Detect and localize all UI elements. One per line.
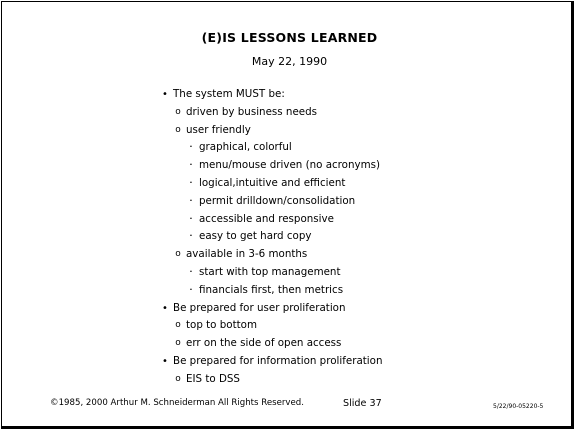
bullet-item — [160, 371, 490, 389]
bullet-item — [160, 353, 490, 371]
document-code: 5/22/90-05220-5 — [493, 403, 544, 410]
bullet-text: Be prepared for information proliferation — [173, 354, 383, 367]
bullet-text: start with top management — [199, 265, 341, 278]
bullet-text: Be prepared for user proliferation — [173, 301, 346, 314]
bullet-marker-level3: · — [189, 196, 193, 205]
bullet-marker-level3: · — [189, 143, 193, 152]
bullet-marker-level2: o — [175, 124, 181, 135]
bullet-text: menu/mouse driven (no acronyms) — [199, 159, 380, 172]
bullet-marker-level1: • — [162, 302, 168, 314]
slide-date: May 22, 1990 — [251, 55, 328, 68]
bullet-text: The system MUST be: — [173, 88, 285, 100]
bullet-item — [160, 282, 490, 300]
bullet-marker-level3: · — [189, 267, 193, 276]
bullet-text: accessible and responsive — [199, 212, 334, 225]
slide-title: (E)IS LESSONS LEARNED — [201, 30, 378, 45]
bullet-marker-level2: o — [175, 106, 181, 117]
bullet-text: available in 3-6 months — [186, 248, 308, 261]
bullet-text: logical,intuitive and efficient — [199, 176, 346, 189]
bullet-marker-level3: · — [189, 285, 193, 294]
bullet-item — [160, 211, 490, 229]
slide-number: Slide 37 — [343, 398, 382, 409]
bullet-text: top to bottom — [186, 319, 257, 332]
bullet-item — [160, 317, 490, 335]
bullet-item — [160, 175, 490, 193]
bullet-text: driven by business needs — [186, 105, 318, 118]
bullet-marker-level1: • — [162, 355, 168, 367]
bullet-marker-level3: · — [189, 232, 193, 241]
bullet-item — [160, 139, 490, 157]
bullet-item — [160, 264, 490, 282]
bullet-marker-level2: o — [175, 373, 181, 384]
bullet-marker-level2: o — [175, 338, 181, 349]
bullet-item — [160, 122, 490, 140]
bullet-marker-level2: o — [175, 249, 181, 260]
bullet-marker-level3: · — [189, 214, 193, 223]
bullet-item — [160, 300, 490, 318]
bullet-item — [160, 246, 490, 264]
bullet-item — [160, 157, 490, 175]
bullet-text: permit drilldown/consolidation — [199, 194, 356, 207]
bullet-marker-level3: · — [189, 161, 193, 170]
bullet-item — [160, 193, 490, 211]
bullet-text: financials first, then metrics — [199, 283, 344, 296]
bullet-item — [160, 104, 490, 122]
copyright-notice: ©1985, 2000 Arthur M. Schneiderman All Rights Reserved. — [50, 398, 304, 408]
bullet-item — [160, 335, 490, 353]
bullet-text: err on the side of open access — [186, 337, 342, 350]
bullet-list — [160, 86, 490, 389]
bullet-item — [160, 86, 490, 104]
bullet-marker-level1: • — [162, 89, 168, 100]
bullet-marker-level2: o — [175, 320, 181, 331]
bullet-text: graphical, colorful — [199, 141, 292, 154]
bullet-text: EIS to DSS — [186, 372, 240, 385]
bullet-text: user friendly — [186, 123, 251, 136]
bullet-text: easy to get hard copy — [199, 230, 312, 243]
bullet-item — [160, 228, 490, 246]
bullet-marker-level3: · — [189, 178, 193, 187]
